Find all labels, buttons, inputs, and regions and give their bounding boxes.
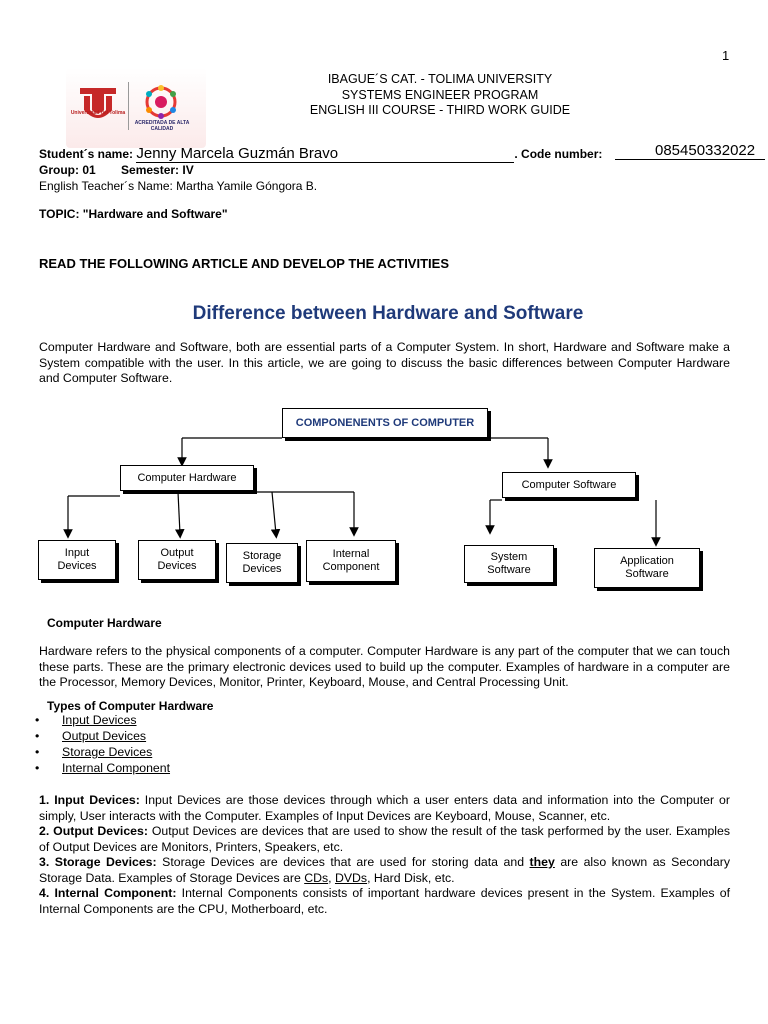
definition-output-text: Output Devices are devices that are used to show the result of the task performed by the user. Examples of Output Devices are Monitors, Printers, Speakers, etc. — [39, 824, 730, 854]
document-header — [230, 72, 650, 119]
intro-paragraph: Computer Hardware and Software, both are essential parts of a Computer System. In short, Hardware and Software make a System compatible with the user. In this article, we are going to discuss the basic differences between Computer Hardware and Computer Software. — [39, 340, 730, 385]
header-line-2: SYSTEMS ENGINEER PROGRAM — [341, 87, 539, 102]
dvds-link[interactable]: DVDs — [334, 870, 368, 885]
type-internal-link[interactable]: Internal Component — [62, 761, 171, 775]
code-number-label: . Code number: — [514, 147, 603, 161]
definition-storage-they: they — [529, 855, 555, 869]
page-number: 1 — [722, 48, 730, 63]
university-logo-text: Universidad del Tolima — [70, 110, 126, 116]
university-logos — [66, 68, 206, 148]
definition-internal-text: Internal Components consists of important hardware devices present in the System. Examples of Internal Components are the CPU, Motherboard, etc. — [39, 886, 730, 916]
topic-close: " — [221, 207, 228, 221]
topic-line — [39, 207, 228, 221]
definitions-block — [39, 793, 730, 917]
type-storage-link[interactable]: Storage Devices — [62, 745, 153, 759]
definition-internal — [39, 886, 730, 917]
diagram-software-box: Computer Software — [502, 472, 636, 498]
cds-link[interactable]: CDs — [304, 870, 329, 885]
student-name-label: Student´s name: — [39, 147, 134, 161]
diagram-system-box: System Software — [464, 545, 554, 583]
logo-divider — [128, 82, 129, 130]
code-number-value[interactable]: 085450332022 — [615, 142, 765, 160]
definition-input-text: Input Devices are those devices through which a user enters data and information into the Computer or simply, User interacts with the Computer. Examples of Input Devices are Keyboard, Mouse, Scanner, etc. — [39, 793, 730, 823]
group-label: Group: 01 — [39, 163, 96, 177]
header-line-3: ENGLISH III COURSE - THIRD WORK GUIDE — [309, 103, 571, 117]
diagram-output-box: Output Devices — [138, 540, 216, 580]
definition-storage-comma: , — [328, 870, 335, 885]
diagram-internal-box: Internal Component — [306, 540, 396, 582]
diagram-root-box: COMPONENENTS OF COMPUTER — [282, 408, 488, 438]
definition-internal-label: 4. Internal Component: — [39, 886, 177, 900]
teacher-name: English Teacher´s Name: Martha Yamile Góngora B. — [39, 179, 318, 193]
diagram-application-box: Application Software — [594, 548, 700, 588]
definition-storage-text-a: Storage Devices are devices that are used for storing data and — [156, 855, 530, 869]
definition-output-label: 2. Output Devices: — [39, 824, 148, 838]
types-heading: Types of Computer Hardware — [47, 699, 214, 713]
type-output-link[interactable]: Output Devices — [62, 729, 147, 743]
definition-storage-text-b: are also known as Secondary Storage Data. Examples of Storage Devices are — [39, 855, 730, 885]
accreditation-logo-text: ACREDITADA DE ALTA CALIDAD — [134, 120, 190, 132]
diagram-hardware-box: Computer Hardware — [120, 465, 254, 491]
header-line-1: IBAGUE´S CAT. - TOLIMA UNIVERSITY — [327, 72, 553, 86]
list-item[interactable] — [35, 728, 170, 744]
list-item[interactable] — [35, 760, 170, 776]
instructions: READ THE FOLLOWING ARTICLE AND DEVELOP THE ACTIVITIES — [39, 256, 449, 271]
student-name-value: Jenny Marcela Guzmán Bravo — [136, 145, 339, 162]
accreditation-logo-icon — [138, 82, 184, 122]
definition-input-label: 1. Input Devices: — [39, 793, 140, 807]
hardware-types-list — [35, 712, 170, 776]
definition-storage-text-c: , Hard Disk, etc. — [367, 870, 455, 885]
topic-label: TOPIC: " — [39, 207, 89, 221]
definition-storage — [39, 855, 730, 886]
hardware-heading: Computer Hardware — [47, 616, 162, 630]
hardware-paragraph: Hardware refers to the physical components of a computer. Computer Hardware is any part of the computer that we can touch these parts. These are the primary electronic devices used to build up the computer. Examples of hardware in a computer are the Processor, Memory Devices, Monitor, Printer, Keyboard, Mouse, and Central Processing Unit. — [39, 644, 730, 689]
semester-label: Semester: IV — [121, 163, 194, 177]
student-name-field[interactable] — [136, 145, 514, 163]
topic-value: Hardware and Software — [88, 207, 222, 221]
group-semester-line — [39, 163, 194, 177]
type-input-link[interactable]: Input Devices — [62, 713, 137, 727]
definition-storage-label: 3. Storage Devices: — [39, 855, 157, 869]
diagram-input-box: Input Devices — [38, 540, 116, 580]
list-item[interactable] — [35, 712, 170, 728]
list-item[interactable] — [35, 744, 170, 760]
definition-input — [39, 793, 730, 824]
definition-output — [39, 824, 730, 855]
diagram-storage-box: Storage Devices — [226, 543, 298, 583]
article-title: Difference between Hardware and Software — [192, 303, 584, 324]
